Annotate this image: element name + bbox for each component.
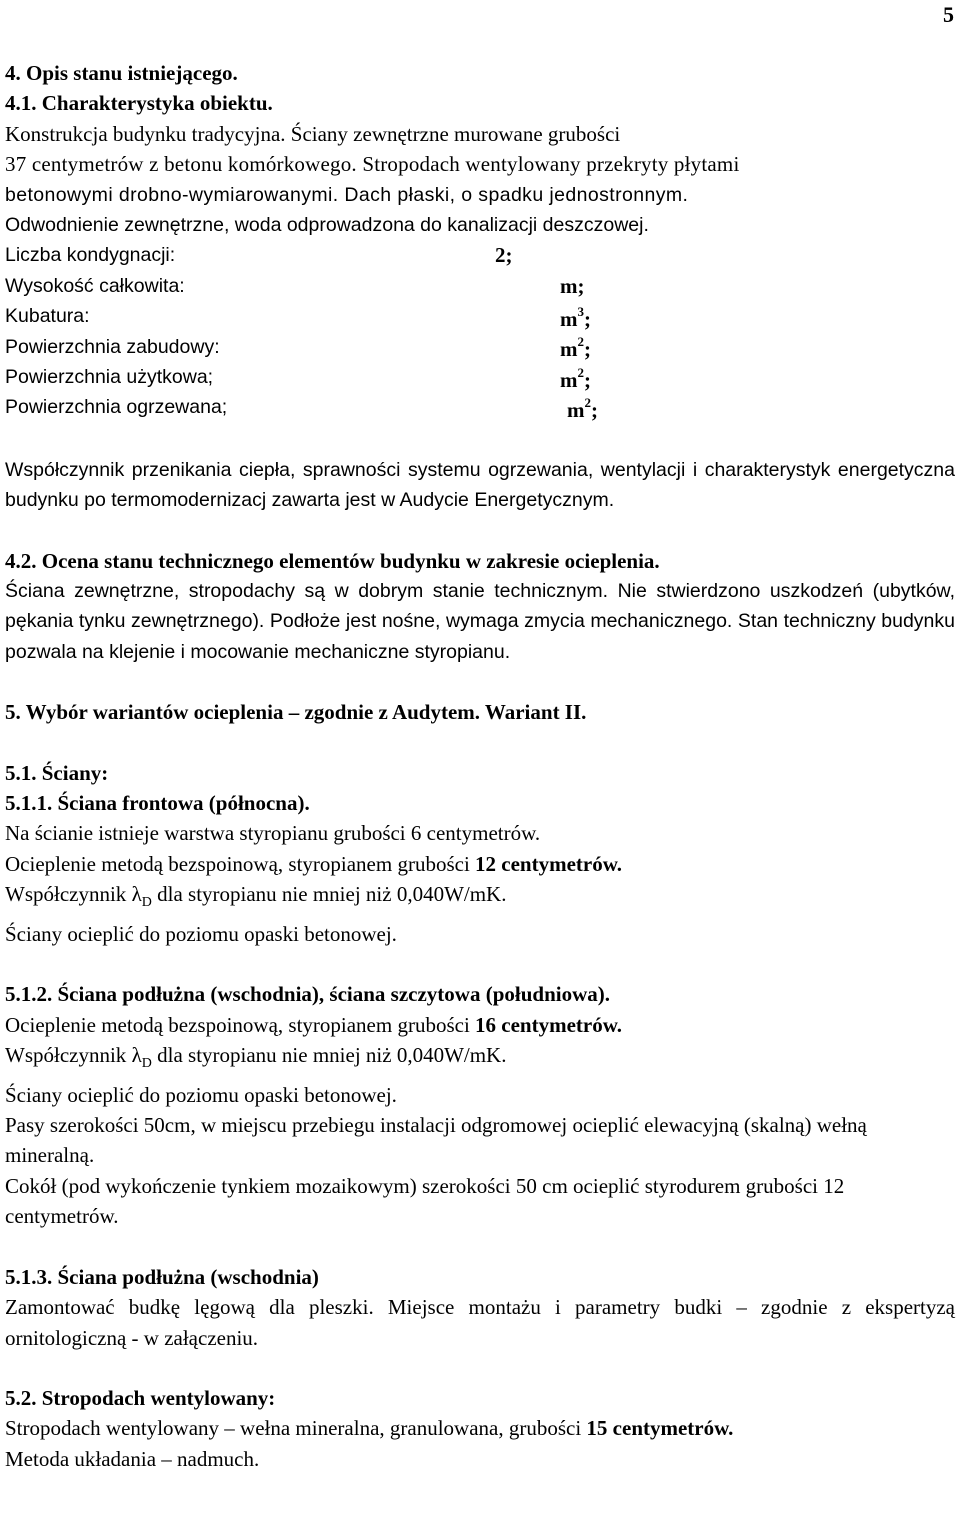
- lambda-symbol: λ: [131, 882, 142, 907]
- section-5-1-1-line: Ocieplenie metodą bezspoinową, styropianem grubości 12 centymetrów.: [5, 851, 622, 876]
- section-5-1-2-paragraph: Cokół (pod wykończenie tynkiem mozaikowym) szerokości 50 cm ocieplić styrodurem grubości 12 centymetrów.: [5, 1173, 845, 1229]
- param-label: Powierzchnia zabudowy:: [5, 335, 220, 358]
- section-5-1-2-lambda-line: Współczynnik $\lambda_D$ dla styropianu nie mniej niż 0,040W/mK.: [5, 1043, 507, 1072]
- param-value: 2;: [495, 243, 513, 268]
- section-5-1-2-line: Ocieplenie metodą bezspoinową, styropianem grubości 16 centymetrów.: [5, 1012, 622, 1037]
- section-5-1-3-heading: 5.1.3. Ściana podłużna (wschodnia): [5, 1264, 319, 1289]
- param-value: $m^3$;: [560, 303, 591, 331]
- param-row: [5, 301, 955, 331]
- param-label: Kubatura:: [5, 305, 90, 328]
- description-line: betonowymi drobno-wymiarowanymi. Dach płaski, o spadku jednostronnym.: [5, 183, 689, 206]
- section-4-1-heading: 4.1. Charakterystyka obiektu.: [5, 91, 273, 116]
- param-label: Wysokość całkowita:: [5, 274, 185, 297]
- section-4-2-heading: 4.2. Ocena stanu technicznego elementów budynku w zakresie ocieplenia.: [5, 548, 660, 573]
- param-label: Powierzchnia ogrzewana;: [5, 396, 228, 419]
- page-number: 5: [943, 2, 954, 27]
- param-label: Powierzchnia użytkowa;: [5, 366, 214, 388]
- description-line: Konstrukcja budynku tradycyjna. Ściany zewnętrzne murowane grubości: [5, 121, 621, 146]
- lambda-symbol: λ: [131, 1043, 142, 1068]
- param-row: [5, 362, 955, 392]
- document-body: [5, 58, 955, 1474]
- section-5-2-line: Stropodach wentylowany – wełna mineralna, granulowana, grubości 15 centymetrów.: [5, 1416, 734, 1441]
- section-4-2-text: Ściana zewnętrzne, stropodachy są w dobrym stanie technicznym. Nie stwierdzono uszkodzeń (ubytków, pękania tynku zewnętrznego). Podłoże jest nośne, wymaga zmycia mechanicznego. Stan techniczny budynku pozwala na klejenie i mocowanie mechaniczne styropianu.: [5, 580, 955, 663]
- description-line: Odwodnienie zewnętrzne, woda odprowadzona do kanalizacji deszczowej.: [5, 214, 649, 237]
- param-row: [5, 392, 955, 422]
- param-row: [5, 240, 955, 270]
- param-value: m;: [560, 273, 585, 298]
- section-5-2-line: Metoda układania – nadmuch.: [5, 1446, 260, 1471]
- section-5-1-3-text: Zamontować budkę lęgową dla pleszki. Miejsce montażu i parametry budki – zgodnie z ekspertyzą ornitologiczną - w załączeniu.: [5, 1295, 955, 1350]
- param-value: $m^2$;: [567, 394, 598, 422]
- section-5-1-1-heading: 5.1.1. Ściana frontowa (północna).: [5, 791, 310, 816]
- section-4-heading: 4. Opis stanu istniejącego.: [5, 61, 238, 85]
- section-5-1-heading: 5.1. Ściany:: [5, 760, 109, 785]
- param-value: $m^2$;: [560, 364, 591, 392]
- building-parameters: [5, 240, 955, 422]
- param-label: Liczba kondygnacji:: [5, 244, 176, 267]
- section-5-1-2-paragraph: Pasy szerokości 50cm, w miejscu przebiegu instalacji odgromowej ocieplić elewacyjną (skalną) wełną mineralną.: [5, 1113, 867, 1168]
- param-row: [5, 332, 955, 362]
- param-row: [5, 271, 955, 301]
- description-line: 37 centymetrów z betonu komórkowego. Stropodach wentylowany przekryty płytami: [5, 152, 740, 177]
- section-5-heading: 5. Wybór wariantów ocieplenia – zgodnie z Audytem. Wariant II.: [5, 700, 587, 725]
- section-5-1-1-line: Ściany ocieplić do poziomu opaski betonowej.: [5, 921, 397, 946]
- section-5-1-1-lambda-line: Współczynnik $\lambda_D$ dla styropianu nie mniej niż 0,040W/mK.: [5, 882, 507, 911]
- param-value: $m^2$;: [560, 334, 591, 362]
- section-4-1-description: [5, 119, 955, 241]
- section-5-1-2-heading: 5.1.2. Ściana podłużna (wschodnia), ściana szczytowa (południowa).: [5, 982, 610, 1007]
- section-5-2-heading: 5.2. Stropodach wentylowany:: [5, 1385, 276, 1410]
- section-5-1-1-line: Na ścianie istnieje warstwa styropianu grubości 6 centymetrów.: [5, 821, 541, 846]
- energy-audit-note: Współczynnik przenikania ciepła, sprawności systemu ogrzewania, wentylacji i charakterystyk energetyczna budynku po termomodernizacj zawarta jest w Audycie Energetycznym.: [5, 458, 955, 512]
- section-5-1-2-line: Ściany ocieplić do poziomu opaski betonowej.: [5, 1082, 397, 1107]
